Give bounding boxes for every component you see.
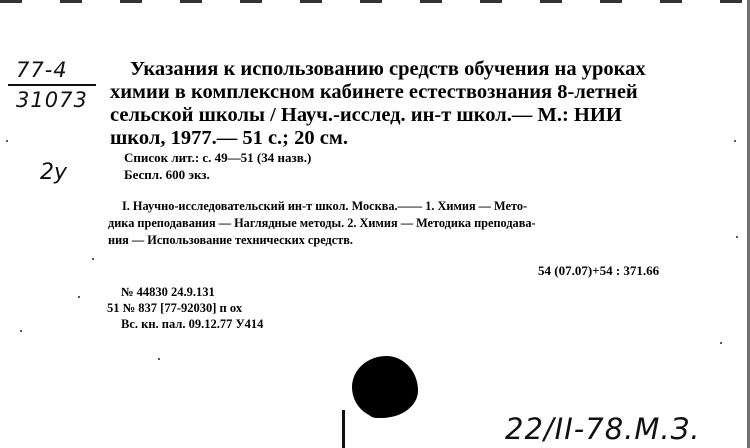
ink-blot-drip <box>366 398 388 418</box>
classification-index: 54 (07.07)+54 : 371.66 <box>538 263 660 278</box>
card-top-edge <box>0 0 750 3</box>
bibliography-note: Список лит.: с. 49—51 (34 назв.) <box>124 150 312 165</box>
subject-tracing <box>108 198 708 249</box>
title-line-4: школ, 1977.— 51 с.; 20 см. <box>110 127 348 149</box>
scan-mark-line <box>342 410 345 448</box>
title-line-3: сельской школы / Науч.-исслед. ин-т школ.— М.: НИИ <box>110 104 622 126</box>
scan-speck <box>736 236 738 238</box>
bibliographic-title <box>110 58 710 150</box>
scan-speck <box>92 258 94 260</box>
scan-speck <box>158 358 160 360</box>
handwritten-mark: 2у <box>40 160 68 185</box>
imprint-line-2: 51 № 837 [77-92030] п ох <box>107 301 243 315</box>
handwritten-date-note: 22/II-78.М.З. <box>505 412 701 446</box>
scan-speck <box>20 330 22 332</box>
bibliographic-notes <box>124 149 311 183</box>
handwritten-call-number-bottom: 31073 <box>16 88 88 112</box>
title-line-2: химии в комплексном кабинете естествознания 8-летней <box>110 81 638 103</box>
title-line-1: Указания к использованию средств обучения на уроках <box>130 58 646 80</box>
imprint-line-3: Вс. кн. пал. 09.12.77 У414 <box>121 317 264 331</box>
call-number-divider <box>8 84 96 86</box>
price-note: Беспл. 600 экз. <box>124 167 210 182</box>
tracing-line-1: I. Научно-исследовательский ин-т школ. Москва.—— 1. Химия — Мето- <box>122 199 528 213</box>
scan-speck <box>734 140 736 142</box>
imprint-line-1: № 44830 24.9.131 <box>121 285 215 299</box>
scan-speck <box>78 296 80 298</box>
scan-speck <box>720 342 722 344</box>
card-imprint <box>107 284 263 332</box>
scan-speck <box>6 140 8 142</box>
handwritten-call-number-top: 77-4 <box>16 58 68 82</box>
tracing-line-2: дика преподавания — Наглядные методы. 2. Химия — Методика преподава- <box>108 216 536 230</box>
tracing-line-3: ния — Использование технических средств. <box>108 233 353 247</box>
